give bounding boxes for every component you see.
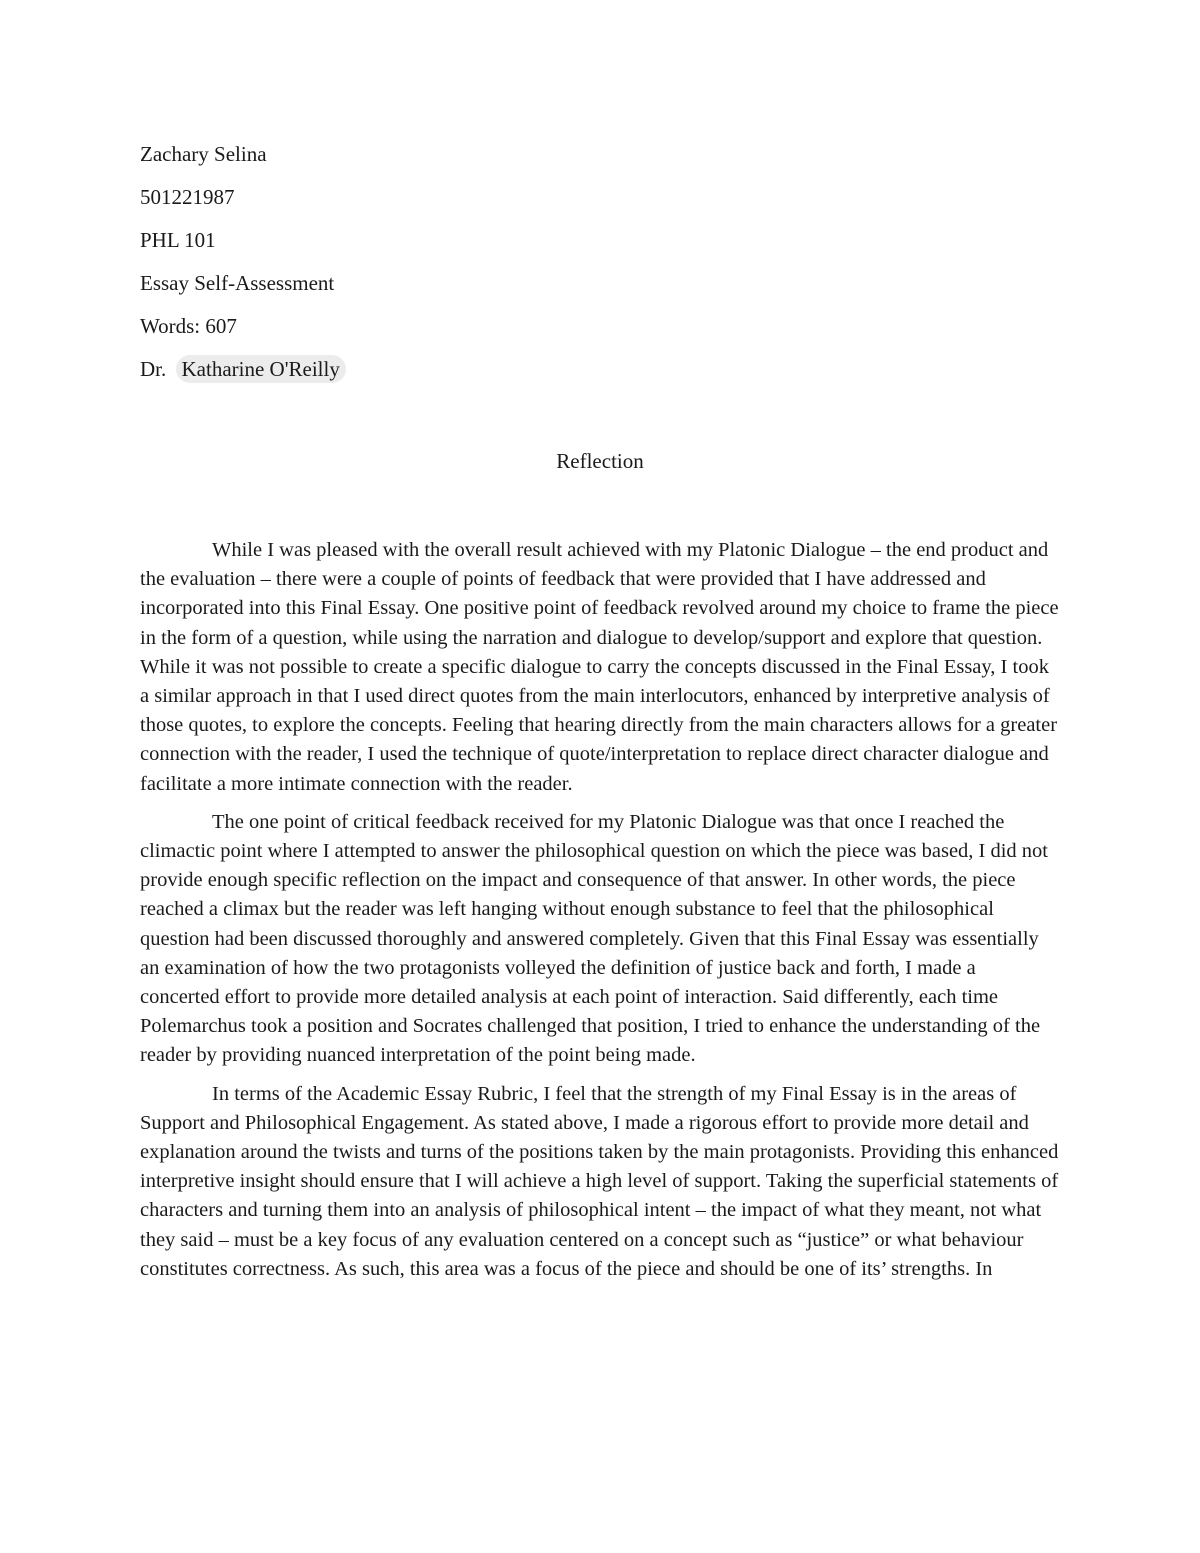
professor-prefix: Dr.: [140, 357, 167, 381]
essay-title: Reflection: [556, 449, 644, 473]
assignment-title: Essay Self-Assessment: [140, 271, 335, 295]
word-count: Words: 607: [140, 314, 237, 338]
document-header: [140, 140, 346, 398]
student-id: 501221987: [140, 185, 235, 209]
essay-body: [140, 536, 1060, 1293]
paragraph: While I was pleased with the overall result achieved with my Platonic Dialogue – the end product and the evaluation – there were a couple of points of feedback that were provided that I have addressed and incorporated into this Final Essay. One positive point of feedback revolved around my choice to frame the piece in the form of a question, while using the narration and dialogue to develop/support and explore that question. While it was not possible to create a specific dialogue to carry the concepts discussed in the Final Essay, I took a similar approach in that I used direct quotes from the main interlocutors, enhanced by interpretive analysis of those quotes, to explore the concepts. Feeling that hearing directly from the main characters allows for a greater connection with the reader, I used the technique of quote/interpretation to replace direct character dialogue and facilitate a more intimate connection with the reader.: [140, 539, 1059, 795]
author-name: Zachary Selina: [140, 142, 267, 166]
paragraph: In terms of the Academic Essay Rubric, I feel that the strength of my Final Essay is in the areas of Support and Philosophical Engagement. As stated above, I made a rigorous effort to provide more detail and explanation around the twists and turns of the positions taken by the main protagonists. Providing this enhanced interpretive insight should ensure that I will achieve a high level of support. Taking the superficial statements of characters and turning them into an analysis of philosophical intent – the impact of what they meant, not what they said – must be a key focus of any evaluation centered on a concept such as “justice” or what behaviour constitutes correctness. As such, this area was a focus of the piece and should be one of its’ strengths. In: [140, 1082, 1059, 1280]
paragraph: The one point of critical feedback received for my Platonic Dialogue was that once I reached the climactic point where I attempted to answer the philosophical question on which the piece was based, I did not provide enough specific reflection on the impact and consequence of that answer. In other words, the piece reached a climax but the reader was left hanging without enough substance to feel that the philosophical question had been discussed thoroughly and answered completely. Given that this Final Essay was essentially an examination of how the two protagonists volleyed the definition of justice back and forth, I made a concerted effort to provide more detailed analysis at each point of interaction. Said differently, each time Polemarchus took a position and Socrates challenged that position, I tried to enhance the understanding of the reader by providing nuanced interpretation of the point being made.: [140, 810, 1049, 1067]
professor-line: [140, 355, 346, 383]
professor-name-chip[interactable]: Katharine O'Reilly: [176, 355, 346, 383]
course-code: PHL 101: [140, 228, 216, 252]
